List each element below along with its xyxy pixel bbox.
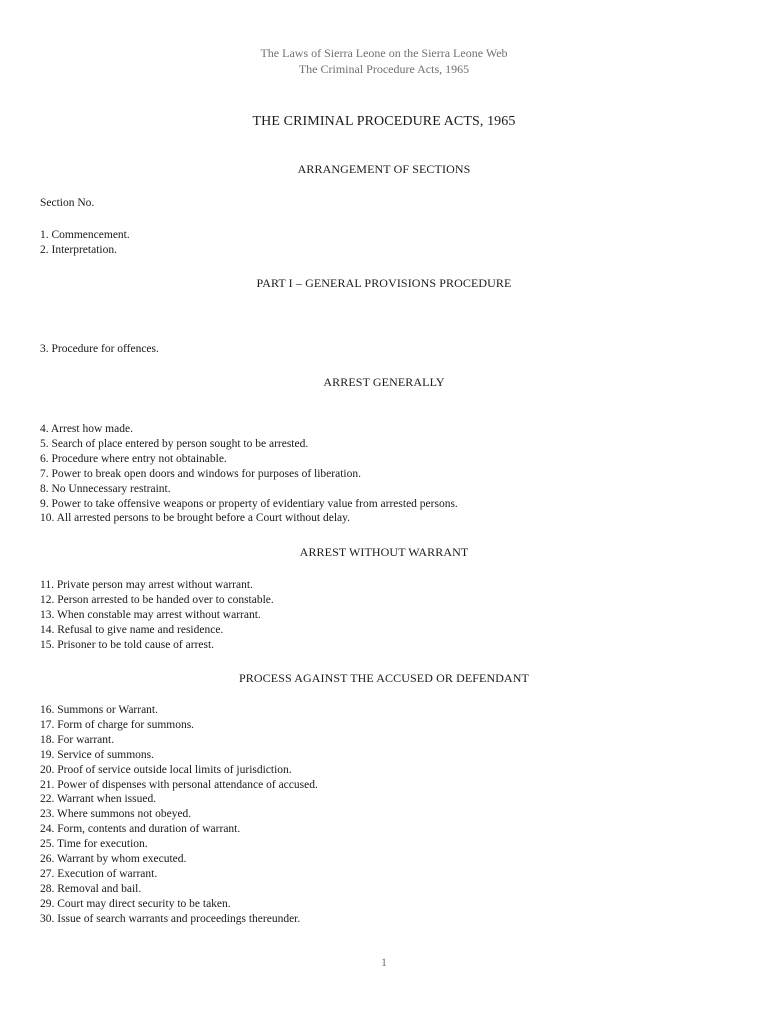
list-item: 5. Search of place entered by person sought to be arrested. xyxy=(40,437,309,450)
list-item: 29. Court may direct security to be taken. xyxy=(40,897,231,910)
list-item: 27. Execution of warrant. xyxy=(40,867,158,880)
list-item: 10. All arrested persons to be brought before a Court without delay. xyxy=(40,512,351,525)
list-item: 8. No Unnecessary restraint. xyxy=(40,482,171,495)
list-item: 22. Warrant when issued. xyxy=(40,793,157,806)
list-item: 6. Procedure where entry not obtainable. xyxy=(40,452,227,465)
section-list-process xyxy=(40,703,318,927)
document-title: THE CRIMINAL PROCEDURE ACTS, 1965 xyxy=(252,114,516,129)
list-item: 11. Private person may arrest without warrant. xyxy=(40,579,253,591)
running-header-line2: The Criminal Procedure Acts, 1965 xyxy=(298,62,470,76)
list-item: 30. Issue of search warrants and proceedings thereunder. xyxy=(40,912,301,925)
list-item: 17. Form of charge for summons. xyxy=(40,718,195,731)
list-item: 28. Removal and bail. xyxy=(40,882,142,895)
list-item: 25. Time for execution. xyxy=(40,838,148,851)
page-number: 1 xyxy=(381,955,387,969)
list-item: 13. When constable may arrest without warrant. xyxy=(40,608,261,621)
list-item: 16. Summons or Warrant. xyxy=(40,704,159,716)
section-list-intro xyxy=(40,228,130,258)
list-item: 7. Power to break open doors and windows for purposes of liberation. xyxy=(40,467,361,480)
list-item: 26. Warrant by whom executed. xyxy=(40,853,187,866)
list-item: 2. Interpretation. xyxy=(40,243,117,256)
list-item: 1. Commencement. xyxy=(40,229,130,241)
list-item: 15. Prisoner to be told cause of arrest. xyxy=(40,638,215,651)
list-item: 9. Power to take offensive weapons or property of evidentiary value from arrested persons. xyxy=(40,497,458,510)
section-list-arrest-generally xyxy=(40,422,458,526)
list-item: 24. Form, contents and duration of warrant. xyxy=(40,823,241,836)
list-item: 3. Procedure for offences. xyxy=(40,343,159,355)
list-item: 19. Service of summons. xyxy=(40,748,155,761)
list-item: 12. Person arrested to be handed over to constable. xyxy=(40,593,274,606)
list-item: 21. Power of dispenses with personal attendance of accused. xyxy=(40,778,318,791)
list-item: 20. Proof of service outside local limits of jurisdiction. xyxy=(40,763,292,776)
arrest-generally-heading: ARREST GENERALLY xyxy=(323,375,445,389)
list-item: 23. Where summons not obeyed. xyxy=(40,808,192,821)
part1-heading: PART I – GENERAL PROVISIONS PROCEDURE xyxy=(256,276,512,290)
process-heading: PROCESS AGAINST THE ACCUSED OR DEFENDANT xyxy=(239,671,529,685)
section-list-procedure xyxy=(40,342,159,357)
section-no-label: Section No. xyxy=(40,197,95,209)
section-list-arrest-without-warrant xyxy=(40,578,274,653)
list-item: 18. For warrant. xyxy=(40,733,115,746)
list-item: 14. Refusal to give name and residence. xyxy=(40,623,224,636)
arrest-without-warrant-heading: ARREST WITHOUT WARRANT xyxy=(299,545,469,559)
arrangement-heading: ARRANGEMENT OF SECTIONS xyxy=(297,162,471,176)
running-header-line1: The Laws of Sierra Leone on the Sierra Leone Web xyxy=(260,46,508,60)
list-item: 4. Arrest how made. xyxy=(40,423,133,435)
